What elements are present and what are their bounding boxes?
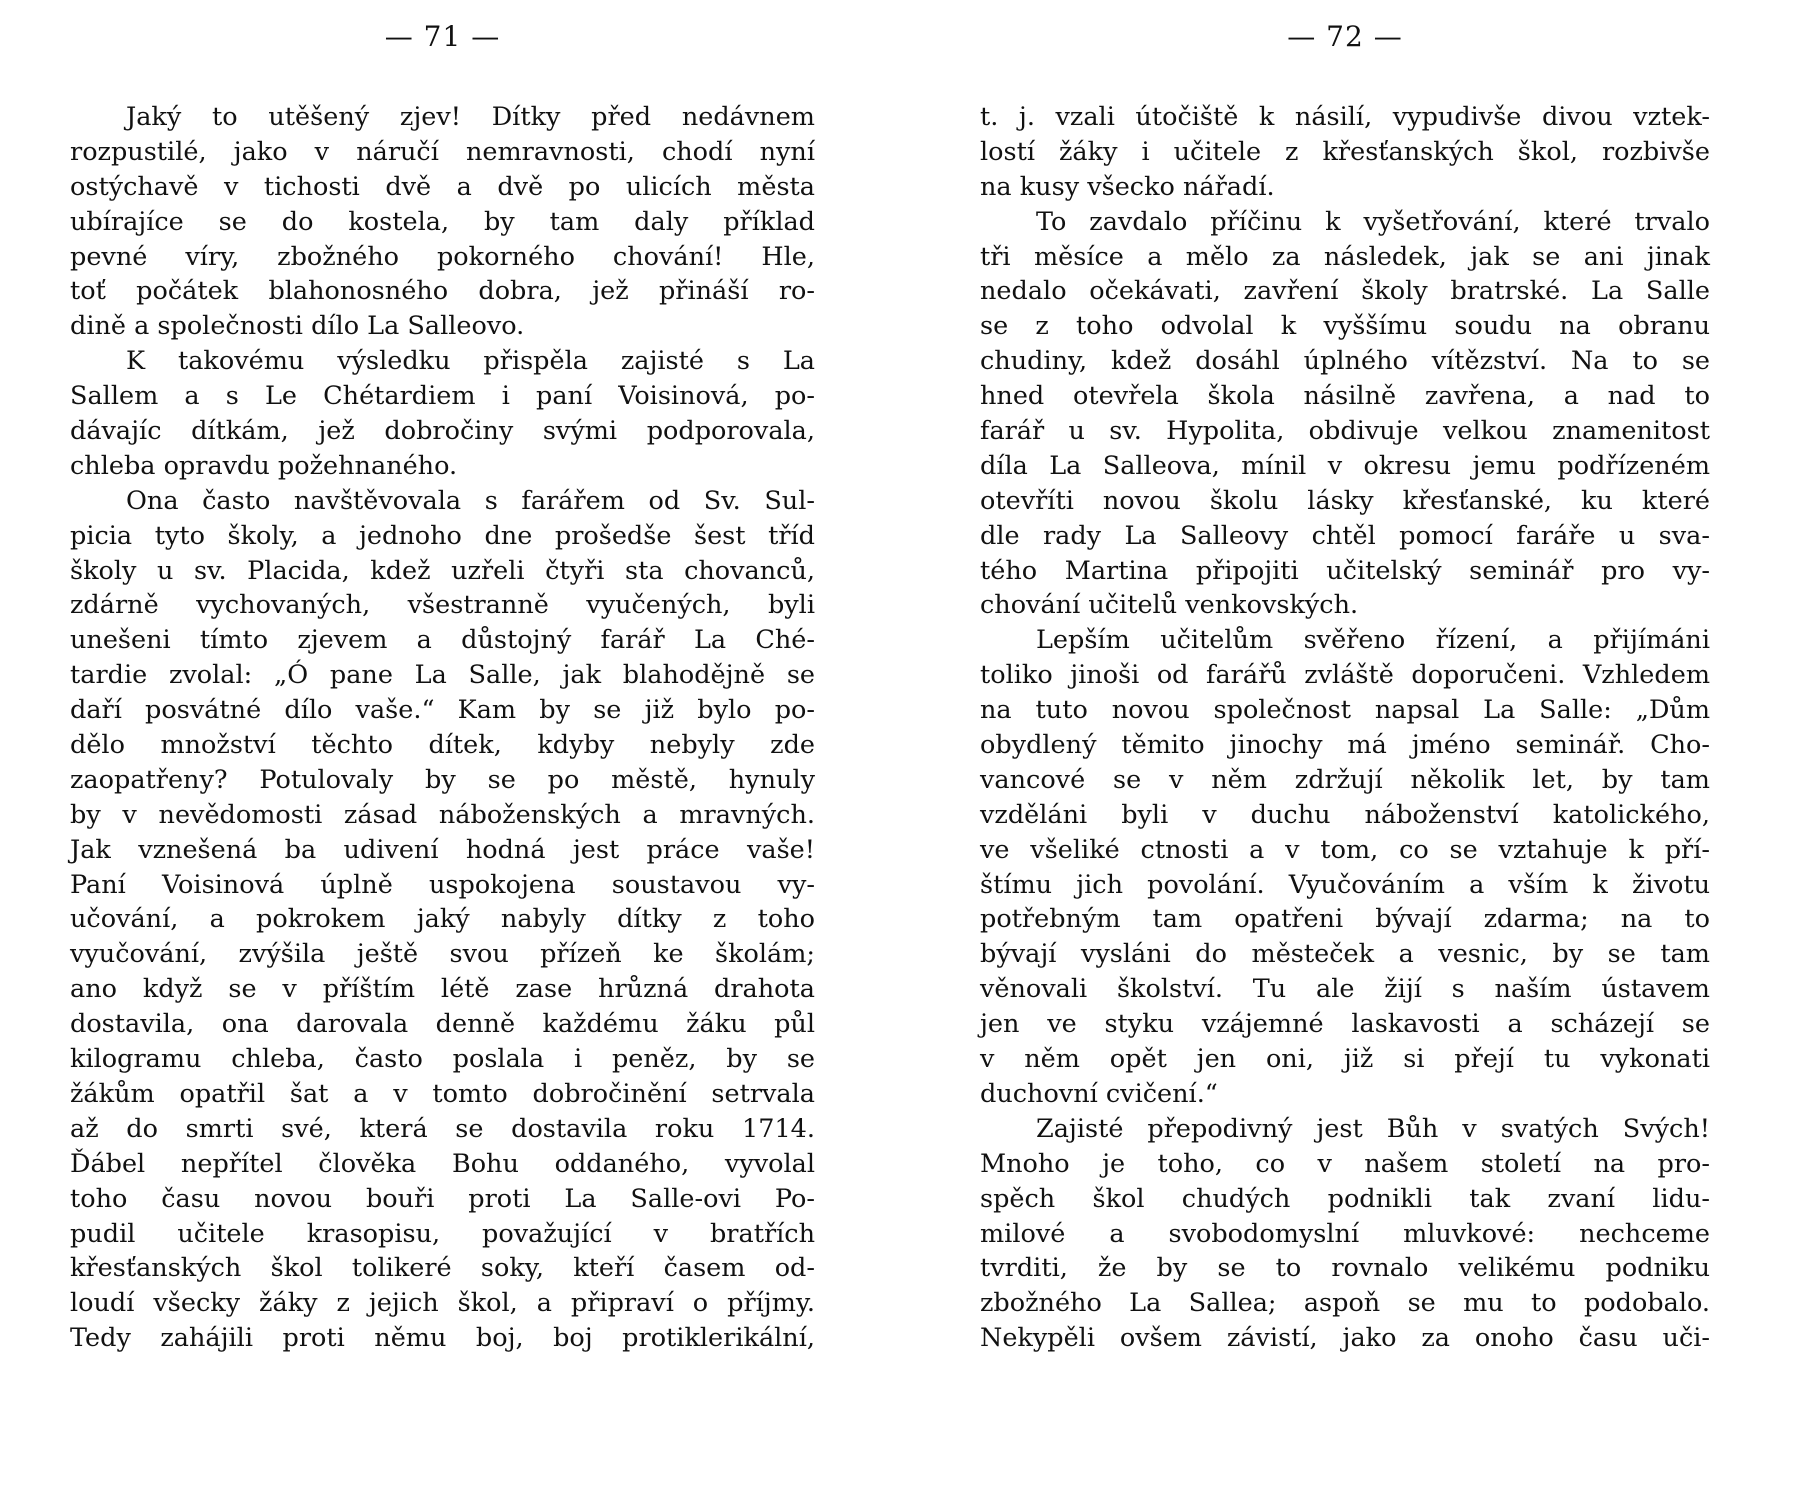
text-line: daří posvátné dílo vaše.“ Kam by se již bylo po-	[70, 695, 815, 726]
text-line: tého Martina připojiti učitelský seminář pro vy-	[980, 555, 1710, 586]
text-line: vzděláni byli v duchu náboženství katolického,	[980, 799, 1710, 830]
text-line: chleba opravdu požehnaného.	[70, 450, 458, 481]
text-line: dině a společnosti dílo La Salleovo.	[70, 311, 525, 342]
left-page-body	[70, 100, 815, 1356]
text-line: pudil učitele krasopisu, považující v bratřích	[70, 1218, 815, 1249]
text-line: zbožného La Sallea; aspoň se mu to podobalo.	[980, 1288, 1710, 1319]
text-line: t. j. vzali útočiště k násilí, vypudivše divou vztek-	[980, 102, 1710, 132]
text-line: unešeni tímto zjevem a důstojný farář La Ché-	[70, 625, 815, 656]
text-line: bývají vysláni do městeček a vesnic, by se tam	[980, 939, 1710, 970]
text-line: tardie zvolal: „Ó pane La Salle, jak blahodějně se	[70, 660, 815, 691]
text-line: v něm opět jen oni, již si přejí tu vykonati	[980, 1044, 1710, 1075]
text-line: ve všeliké ctnosti a v tom, co se vztahuje k pří-	[980, 834, 1710, 865]
text-line: kilogramu chleba, často poslala i peněz, by se	[70, 1044, 815, 1075]
text-line: Jaký to utěšený zjev! Dítky před nedávnem	[126, 102, 815, 132]
text-line: ostýchavě v tichosti dvě a dvě po ulicích města	[70, 171, 815, 202]
text-line: by v nevědomosti zásad náboženských a mravných.	[70, 799, 815, 830]
text-line: Ona často navštěvovala s farářem od Sv. Sul-	[126, 485, 815, 516]
text-line: vyučování, zvýšila ještě svou přízeň ke školám;	[70, 939, 815, 970]
right-page-body	[980, 100, 1710, 1356]
text-line: na kusy všecko nářadí.	[980, 171, 1275, 202]
text-line: Ďábel nepřítel člověka Bohu oddaného, vyvolal	[70, 1148, 815, 1179]
text-line: farář u sv. Hypolita, obdivuje velkou znamenitost	[980, 416, 1710, 447]
text-line: spěch škol chudých podnikli tak zvaní lidu-	[980, 1183, 1710, 1214]
text-line: Tedy zahájili proti němu boj, boj protiklerikální,	[70, 1323, 815, 1354]
text-line: duchovní cvičení.“	[980, 1078, 1218, 1109]
text-line: díla La Salleova, mínil v okresu jemu podřízeném	[980, 450, 1710, 481]
text-line: Paní Voisinová úplně uspokojena soustavou vy-	[70, 869, 815, 900]
text-line: na tuto novou společnost napsal La Salle: „Dům	[980, 695, 1710, 726]
text-line: vancové se v něm zdržují několik let, by tam	[980, 764, 1710, 795]
text-line: nedalo očekávati, zavření školy bratrské. La Salle	[980, 276, 1710, 307]
text-line: křesťanských škol tolikeré soky, kteří časem od-	[70, 1253, 815, 1284]
text-line: milové a svobodomyslní mluvkové: nechceme	[980, 1218, 1710, 1249]
text-line: loudí všecky žáky z jejich škol, a připraví o příjmy.	[70, 1288, 815, 1319]
text-line: dělo množství těchto dítek, kdyby nebyly zde	[70, 730, 815, 761]
text-line: lostí žáky i učitele z křesťanských škol, rozbivše	[980, 136, 1710, 167]
text-line: dle rady La Salleovy chtěl pomocí faráře u sva-	[980, 520, 1710, 551]
text-line: učování, a pokrokem jaký nabyly dítky z toho	[70, 904, 815, 935]
text-line: pevné víry, zbožného pokorného chování! Hle,	[70, 241, 815, 272]
text-line: zaopatřeny? Potulovaly by se po městě, hynuly	[70, 764, 815, 795]
text-line: obydlený těmito jinochy má jméno seminář. Cho-	[980, 730, 1710, 761]
left-page	[70, 0, 815, 1500]
text-line: chování učitelů venkovských.	[980, 590, 1359, 621]
page-number-71: — 71 —	[384, 20, 501, 53]
text-line: Nekypěli ovšem závistí, jako za onoho času uči-	[980, 1323, 1710, 1354]
text-line: otevříti novou školu lásky křesťanské, ku které	[980, 485, 1710, 516]
text-line: jen ve styku vzájemné laskavosti a scházejí se	[980, 1009, 1710, 1040]
text-line: školy u sv. Placida, kdež uzřeli čtyři sta chovanců,	[70, 555, 815, 586]
text-line: Mnoho je toho, co v našem století na pro-	[980, 1148, 1710, 1179]
text-line: toho času novou bouři proti La Salle-ovi Po-	[70, 1183, 815, 1214]
text-line: věnovali školství. Tu ale žijí s naším ústavem	[980, 974, 1710, 1005]
text-line: hned otevřela škola násilně zavřena, a nad to	[980, 381, 1710, 412]
text-line: dávajíc dítkám, jež dobročiny svými podporovala,	[70, 416, 815, 447]
text-line: picia tyto školy, a jednoho dne prošedše šest tříd	[70, 520, 815, 551]
text-line: Jak vznešená ba udivení hodná jest práce vaše!	[70, 834, 815, 865]
text-line: dostavila, ona darovala denně každému žáku půl	[70, 1009, 815, 1040]
text-line: až do smrti své, která se dostavila roku 1714.	[70, 1113, 815, 1144]
text-line: ano když se v příštím létě zase hrůzná drahota	[70, 974, 815, 1005]
text-line: Sallem a s Le Chétardiem i paní Voisinová, po-	[70, 381, 815, 412]
text-line: ubírajíce se do kostela, by tam daly příklad	[70, 206, 815, 237]
text-line: štímu jich povolání. Vyučováním a vším k životu	[980, 869, 1710, 900]
text-line: chudiny, kdež dosáhl úplného vítězství. Na to se	[980, 346, 1710, 377]
text-line: potřebným tam opatřeni bývají zdarma; na to	[980, 904, 1710, 935]
text-line: tři měsíce a mělo za následek, jak se ani jinak	[980, 241, 1710, 272]
text-line: toť počátek blahonosného dobra, jež přináší ro-	[70, 276, 815, 307]
text-line: Zajisté přepodivný jest Bůh v svatých Svých!	[1036, 1113, 1710, 1144]
right-page	[980, 0, 1710, 1500]
text-line: Lepším učitelům svěřeno řízení, a přijímáni	[1036, 625, 1710, 656]
text-line: tvrditi, že by se to rovnalo velikému podniku	[980, 1253, 1710, 1284]
text-line: To zavdalo příčinu k vyšetřování, které trvalo	[1036, 206, 1710, 237]
text-line: toliko jinoši od farářů zvláště doporučeni. Vzhledem	[980, 660, 1710, 691]
text-line: zdárně vychovaných, všestranně vyučených, byli	[70, 590, 815, 621]
text-line: K takovému výsledku přispěla zajisté s La	[126, 346, 815, 377]
text-line: žákům opatřil šat a v tomto dobročinění setrvala	[70, 1078, 815, 1109]
text-line: rozpustilé, jako v náručí nemravnosti, chodí nyní	[70, 136, 815, 167]
text-line: se z toho odvolal k vyššímu soudu na obranu	[980, 311, 1710, 342]
page-number-72: — 72 —	[1287, 20, 1403, 53]
